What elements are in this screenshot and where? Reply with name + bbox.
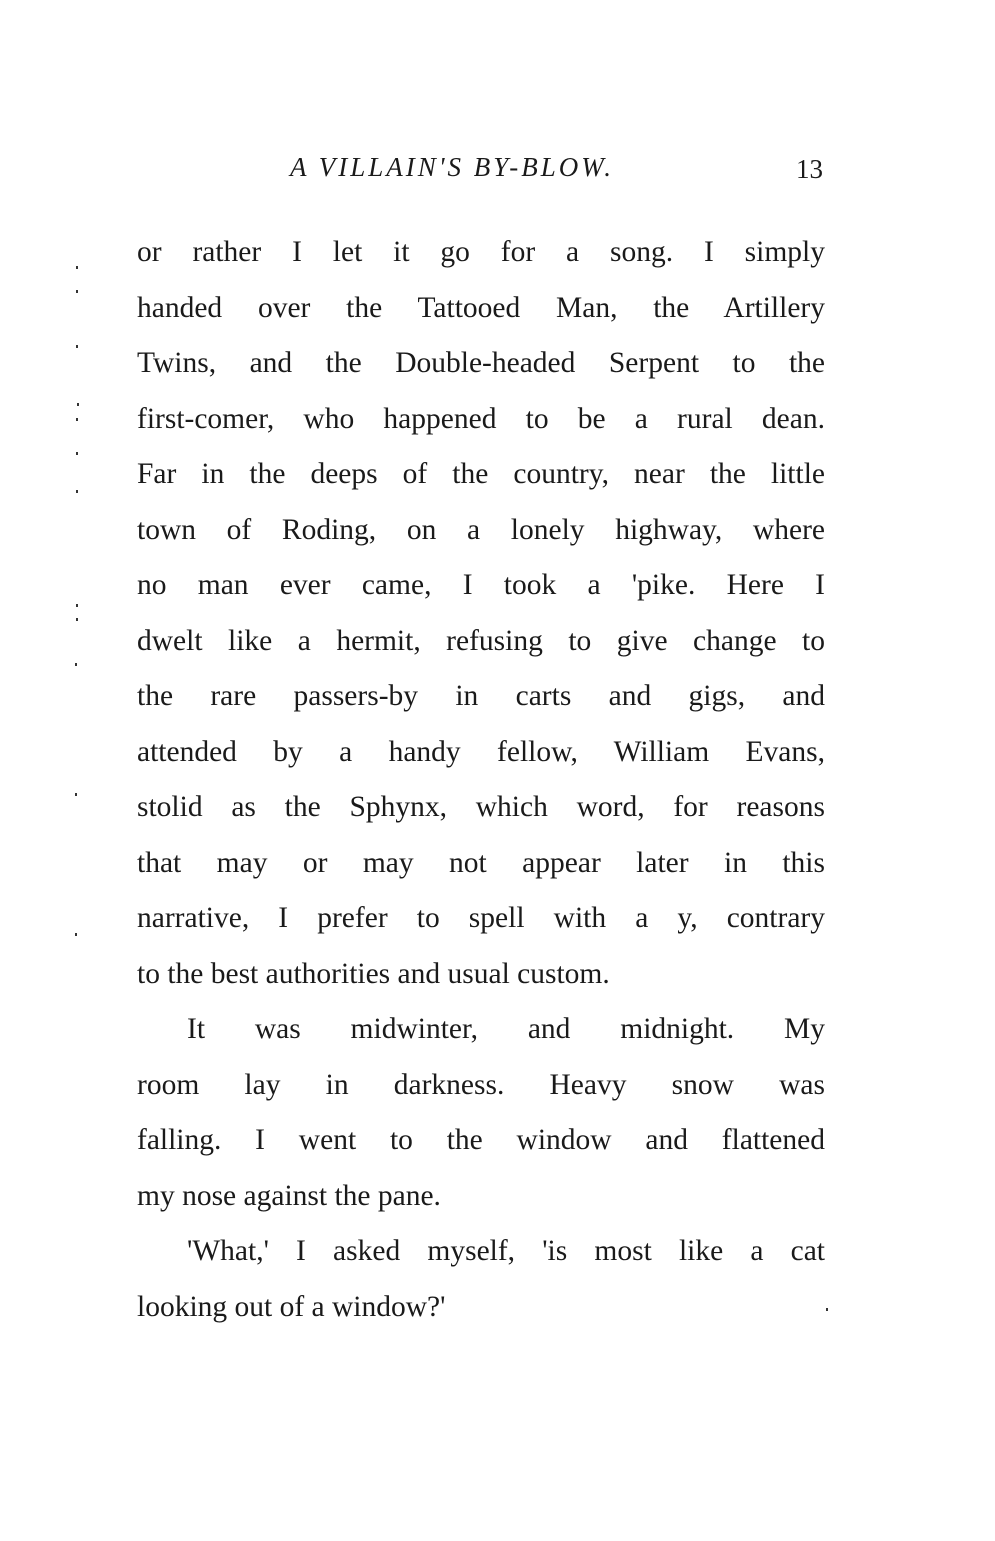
text-line: first-comer, who happened to be a rural dean. — [137, 402, 825, 435]
text-line: It was midwinter, and midnight. My — [187, 1013, 825, 1045]
text-line: falling. I went to the window and flattened — [137, 1124, 825, 1156]
text-line: town of Roding, on a lonely highway, where — [137, 513, 825, 546]
margin-speck — [75, 663, 77, 666]
margin-speck — [77, 403, 79, 406]
text-line: the rare passers-by in carts and gigs, and — [137, 680, 825, 712]
paragraph-2 — [137, 1002, 825, 1224]
margin-speck — [76, 345, 78, 348]
margin-speck — [826, 1308, 828, 1311]
margin-speck — [76, 418, 78, 421]
text-line: my nose against the pane. — [137, 1179, 441, 1212]
paragraph-1 — [137, 225, 825, 1002]
text-line: handed over the Tattooed Man, the Artillery — [137, 291, 825, 324]
text-line: Far in the deeps of the country, near the little — [137, 458, 825, 490]
text-line: dwelt like a hermit, refusing to give change to — [137, 624, 825, 657]
margin-speck — [76, 290, 78, 293]
margin-speck — [76, 490, 78, 493]
running-head: A VILLAIN'S BY-BLOW. — [290, 152, 615, 182]
text-line: 'What,' I asked myself, 'is most like a cat — [187, 1235, 825, 1267]
margin-speck — [76, 604, 78, 607]
text-line: looking out of a window?' — [137, 1290, 446, 1323]
margin-speck — [76, 452, 78, 455]
margin-speck — [76, 266, 78, 269]
text-line: stolid as the Sphynx, which word, for reasons — [137, 791, 825, 823]
margin-speck — [75, 933, 77, 936]
text-line: to the best authorities and usual custom. — [137, 957, 610, 990]
paragraph-3 — [137, 1224, 825, 1335]
text-line: or rather I let it go for a song. I simply — [137, 236, 825, 268]
page-number: 13 — [796, 154, 823, 184]
margin-speck — [76, 618, 78, 621]
text-line: Twins, and the Double-headed Serpent to the — [137, 347, 825, 379]
body-text — [137, 225, 825, 1335]
margin-speck — [75, 793, 77, 796]
text-line: room lay in darkness. Heavy snow was — [137, 1068, 825, 1101]
text-line: attended by a handy fellow, William Evans, — [137, 735, 825, 768]
text-line: no man ever came, I took a 'pike. Here I — [137, 569, 825, 601]
text-line: narrative, I prefer to spell with a y, contrary — [137, 902, 825, 934]
text-line: that may or may not appear later in this — [137, 846, 825, 879]
